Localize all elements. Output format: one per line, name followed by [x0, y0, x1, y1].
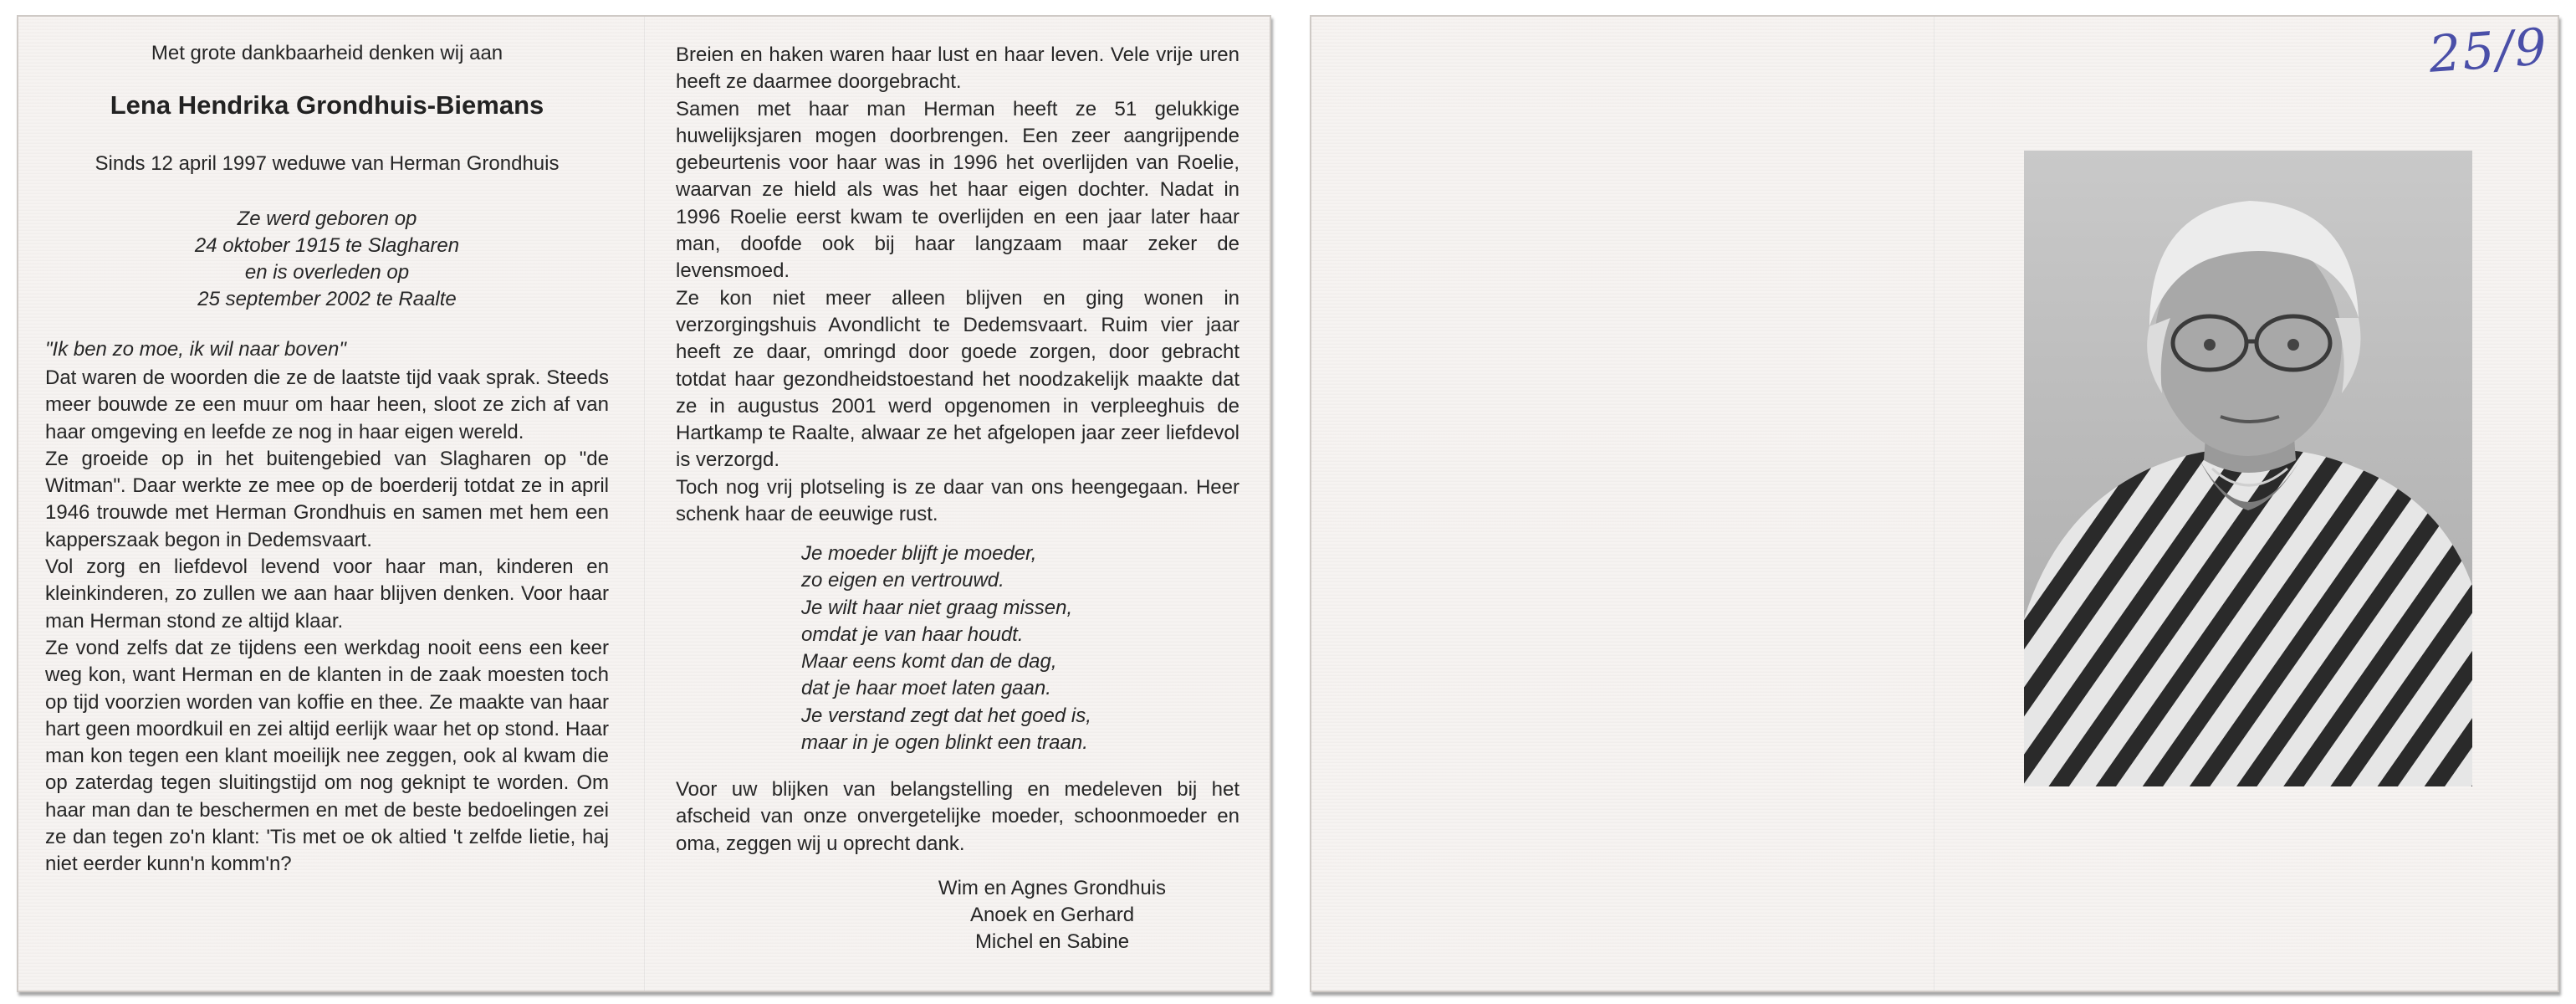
death-line: 25 september 2002 te Raalte: [197, 288, 457, 310]
prayer-card-inside: [17, 15, 1271, 992]
paragraph: Toch nog vrij plotseling is ze daar van ons heengegaan. Heer schenk haar de eeuwige rust.: [676, 475, 1239, 526]
paragraph: Vol zorg en liefdevol levend voor haar man, kinderen en kleinkinderen, zo zullen we aan haar blijven denken. Voor haar man Herman stond ze altijd klaar.: [45, 556, 609, 633]
signer: Anoek en Gerhard: [969, 904, 1135, 926]
paragraph: Dat waren de woorden die ze de laatste tijd vaak sprak. Steeds meer bouwde ze een muur om haar heen, sloot ze zich af van haar omgeving en leefde ze nog in haar eigen wereld.: [45, 366, 609, 443]
death-line: en is overleden op: [244, 261, 410, 284]
intro-line: Met grote dankbaarheid denken wij aan: [151, 42, 503, 64]
poem-line: Je verstand zegt dat het goed is,: [801, 704, 1091, 727]
poem-line: omdat je van haar houdt.: [801, 622, 1024, 646]
biography-text: [45, 365, 609, 878]
birth-death-dates: [45, 206, 609, 313]
fold-crease: [644, 17, 646, 991]
widow-line: Sinds 12 april 1997 weduwe van Herman Grondhuis: [95, 152, 560, 175]
biography-text-continued: [676, 42, 1239, 528]
signer: Wim en Agnes Grondhuis: [938, 877, 1167, 899]
deceased-name: Lena Hendrika Grondhuis-Biemans: [110, 90, 544, 120]
paragraph: Samen met haar man Herman heeft ze 51 gelukkige huwelijksjaren mogen doorbrengen. Een zeer aangrijpende gebeurtenis voor haar was in 1996 het overlijden van Roelie, waarvan ze hield als was het haar eigen dochter. Nadat in 1996 Roelie eerst kwam te overlijden en een jaar later haar man, doofde ook bij haar langzaam maar zeker de levensmoed.: [676, 97, 1239, 283]
portrait-photo-icon: [2024, 151, 2472, 786]
signers: [927, 875, 1178, 955]
poem-line: Je wilt haar niet graag missen,: [801, 596, 1073, 619]
thank-you-text: Voor uw blijken van belangstelling en medeleven bij het afscheid van onze onvergetelijke moeder, schoonmoeder en oma, zeggen wij u oprecht dank.: [676, 778, 1239, 855]
signer: Michel en Sabine: [974, 930, 1130, 953]
poem-line: Je moeder blijft je moeder,: [801, 542, 1037, 565]
paragraph: Ze kon niet meer alleen blijven en ging wonen in verzorgingshuis Avondlicht te Dedemsvaart. Ruim vier jaar heeft ze daar, omringd door goede zorgen, door gebracht totdat haar gezondheidstoestand het noodzakelijk maakte dat ze in augustus 2001 werd opgenomen in verpleeghuis de Hartkamp te Raalte, alwaar ze het afgelopen jaar zeer liefdevol is verzorgd.: [676, 286, 1239, 472]
poem-line: Maar eens komt dan de dag,: [801, 650, 1057, 674]
poem-line: dat je haar moet laten gaan.: [801, 677, 1051, 700]
paragraph: Ze vond zelfs dat ze tijdens een werkdag nooit eens een keer weg kon, want Herman en de klanten in de zaak moesten toch op tijd voorzien worden van koffie en thee. Ze maakte van haar hart geen moordkuil en zei altijd eerlijk waar het op stond. Haar man kon tegen een klant moeilijk nee zeggen, ook al kwam die op zaterdag tegen sluitingstijd om nog geknipt te worden. Om haar man dan te beschermen en met de beste bedoelingen zei ze dan tegen zo'n klant: 'Tis met oe ok altied 't zelfde lietie, haj niet eerder kunn'n komm'n?: [45, 636, 609, 876]
birth-line: Ze werd geboren op: [237, 207, 417, 230]
poem-line: zo eigen en vertrouwd.: [801, 569, 1004, 592]
handwritten-number: 25/9: [2426, 18, 2551, 85]
paragraph: Ze groeide op in het buitengebied van Slagharen op "de Witman". Daar werkte ze mee op de boerderij totdat ze in april 1946 trouwde met Herman Grondhuis en samen met hem een kapperszaak begon in Dedemsvaart.: [45, 447, 609, 551]
poem: [801, 540, 1153, 756]
paragraph: Breien en haken waren haar lust en haar leven. Vele vrije uren heeft ze daarmee doorgebracht.: [676, 44, 1239, 94]
fold-crease: [1934, 17, 1935, 991]
prayer-card-outside: [1310, 15, 2559, 992]
quote: "Ik ben zo moe, ik wil naar boven": [45, 338, 346, 361]
birth-line: 24 oktober 1915 te Slagharen: [194, 234, 460, 257]
poem-line: maar in je ogen blinkt een traan.: [801, 731, 1088, 755]
